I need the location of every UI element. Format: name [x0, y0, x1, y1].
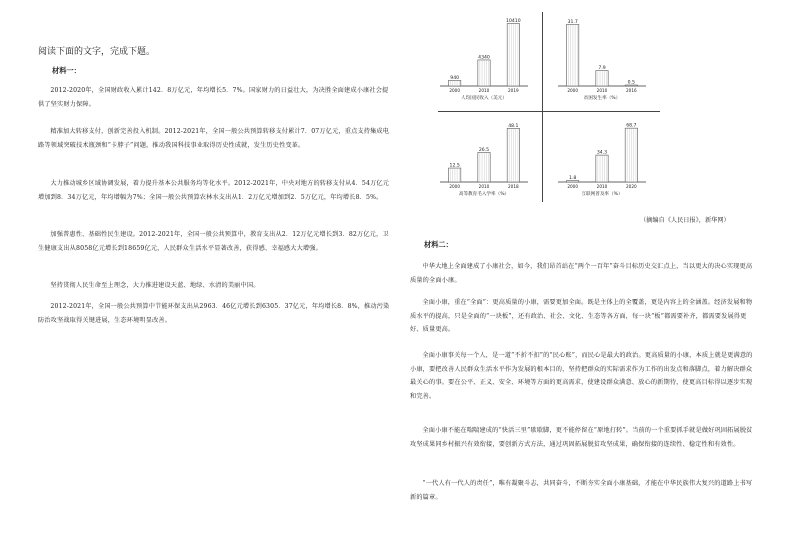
data-label: 7.9 [598, 66, 606, 72]
chart-internet [550, 118, 650, 202]
tick-label: 2018 [507, 184, 519, 189]
material1-para-5: 坚持贯彻人民生命至上理念，大力推进建设天蓝、地绿、水清的美丽中国。 [50, 282, 260, 289]
chart-title: 高等教育毛入学率（%） [458, 192, 510, 197]
data-label: 31.7 [567, 19, 578, 25]
material1-title: 材料一： [52, 66, 81, 75]
chart-svg-0 [432, 14, 532, 106]
material2-para-3: 全面小康事关每一个人，是一道“不折不扣”的“民心账”，而民心是最大的政治。更高质量的小康，本质上就是更满意的小康，要把改善人民群众生活水平作为发展的根本目的，坚持把群众的实际需求作为工作的出发点和落脚点，着力解决群众最关心的事。要在公平、正义、安全、环境等方面的更高需求，使建设群众满意、放心的新期待，使更高目标得以逐步实现和完善。 [410, 352, 753, 400]
chart-income [432, 14, 532, 106]
data-label: 48.1 [508, 123, 519, 129]
chart-title: 人均国民收入（美元） [461, 96, 507, 101]
material1-para-1: 2012-2020年，全国财政收入累计142．8万亿元，年均增长5．7%。国家财力的日益壮大，为决胜全面建成小康社会提供了坚实财力保障。 [38, 87, 389, 108]
chart-title: 贫困发生率（%） [583, 96, 621, 101]
material1-para-3: 大力推动城乡区域协调发展，着力提升基本公共服务均等化水平。2012-2021年，中央对地方的转移支付从4．54万亿元增加到8．34万亿元，年均增幅为7%；全国一般公共预算农林水支出从1．2万亿元增加到2．5万亿元，年均增长8．5%。 [38, 180, 390, 201]
material2-para-5: “一代人有一代人的责任”，唯有凝聚斗志，共同奋斗，不断夯实全面小康基础，才能在中华民族伟大复兴的道路上书写新的篇章。 [410, 480, 753, 501]
chart-education [432, 118, 532, 202]
tick-label: 2010 [478, 88, 490, 93]
data-label: 26.5 [478, 147, 490, 153]
bar [567, 24, 579, 86]
material2-para-4: 全面小康不能在喘喘建成的“快活三里”歇歇脚，更不能停留在“原地打转”。当前的一个重要抓手就是做好巩固拓展脱贫攻坚成果同乡村振兴有效衔接，要创新方式方法，通过巩固拓展脱贫攻坚成果，确保衔接的连续性、稳定性和有效性。 [410, 427, 753, 448]
tick-label: 2000 [567, 88, 579, 93]
chart-svg-3 [550, 118, 650, 202]
chart-poverty [550, 14, 650, 106]
tick-label: 2010 [478, 184, 490, 189]
material2-para-1: 中华大地上全面建成了小康社会，如今，我们昂首站在“两个一百年”奋斗目标历史交汇点上，当以更大的决心实现更高质量的全面小康。 [410, 263, 753, 284]
question-heading: 阅读下面的文字，完成下题。 [38, 47, 156, 57]
bar [507, 128, 519, 182]
chart-divider-vertical [542, 12, 543, 202]
tick-label: 2010 [596, 184, 608, 189]
tick-label: 2000 [449, 88, 461, 93]
tick-label: 2000 [567, 184, 579, 189]
data-label: 4340 [478, 55, 490, 61]
bar [596, 71, 608, 86]
bar [596, 155, 608, 182]
bar [507, 24, 519, 86]
tick-label: 2019 [507, 88, 519, 93]
tick-label: 2020 [625, 184, 637, 189]
bar [449, 168, 461, 182]
source-note: （摘编自《人民日报》，新华网） [640, 217, 730, 224]
material1-para-6: 2012-2021年，全国一般公共预算中节能环保支出从2963．46亿元增长到6305．37亿元，年均增长8．8%，推动污染防治攻坚战取得关键进展，生态环境明显改善。 [38, 303, 390, 324]
bar [478, 152, 490, 182]
data-label: 10410 [506, 19, 521, 25]
chart-divider-horizontal [438, 111, 660, 112]
material2-para-2: 全面小康，重在“全面”：更高质量的小康，需要更加全面。既是主体上的全覆盖，更是内容上的全涵盖。经济发展和物质水平的提高，只是全面的“一块板”，还有政治、社会、文化、生态等各方面，每一块“板”都需要补齐，都需要发展得更好、质量更高。 [410, 299, 753, 333]
tick-label: 2016 [625, 88, 637, 93]
chart-svg-1 [550, 14, 650, 106]
data-label: 12.5 [449, 163, 460, 169]
tick-label: 2000 [449, 184, 461, 189]
bar [449, 80, 461, 86]
data-label: 0.5 [627, 80, 635, 86]
data-label: 1.8 [569, 176, 577, 182]
tick-label: 2010 [596, 88, 608, 93]
material1-para-2: 精准加大转移支付，创新完善投入机制。2012-2021年，全国一般公共预算转移支付累计7．07万亿元，重点支持集成电路等领域突破技术瓶颈和“卡脖子”问题，推动我国科技事业取得历史性成就，发生历史性变革。 [38, 128, 390, 149]
chart-title: 互联网普及率（%） [581, 192, 623, 197]
bar [625, 128, 637, 182]
material2-title: 材料二： [424, 240, 453, 249]
data-label: 940 [450, 75, 460, 81]
chart-svg-2 [432, 118, 532, 202]
bar [478, 60, 490, 86]
data-label: 68.7 [626, 123, 637, 129]
data-label: 34.3 [596, 150, 608, 156]
material1-para-4: 加强普惠性、基础性民生建设。2012-2021年，全国一般公共预算中，教育支出从2．12万亿元增长到3．82万亿元，卫生健康支出从8058亿元增长到18659亿元，人民群众生活水平显著改善，获得感、幸福感大大增强。 [38, 231, 389, 252]
